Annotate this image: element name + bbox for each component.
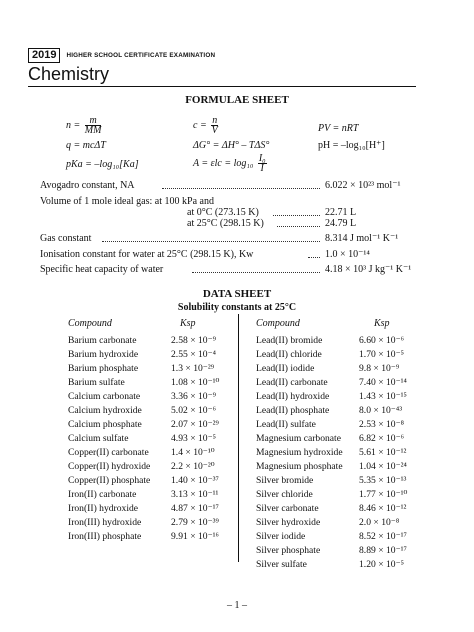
- page-number: – 1 –: [227, 600, 247, 611]
- formula-gibbs: ΔG° = ΔH° – TΔS°: [193, 140, 270, 151]
- table-row: Calcium sulfate 4.93 × 10⁻⁵: [68, 433, 216, 444]
- table-row: Silver phosphate 8.89 × 10⁻¹⁷: [256, 545, 407, 556]
- subject-title: Chemistry: [28, 64, 110, 84]
- col-ksp-left: Ksp: [180, 318, 196, 329]
- table-row: Calcium carbonate 3.36 × 10⁻⁹: [68, 391, 216, 402]
- solubility-table-right: [256, 335, 407, 573]
- header-divider: [28, 86, 416, 87]
- table-row: Calcium phosphate 2.07 × 10⁻²⁹: [68, 419, 219, 430]
- table-divider: [238, 314, 239, 562]
- table-row: Silver chloride 1.77 × 10⁻¹⁰: [256, 489, 408, 500]
- exam-year: 2019: [28, 48, 60, 63]
- exam-title: HIGHER SCHOOL CERTIFICATE EXAMINATION: [66, 52, 216, 59]
- formula-ideal-gas: PV = nRT: [318, 123, 359, 134]
- table-row: Lead(II) phosphate 8.0 × 10⁻⁴³: [256, 405, 403, 416]
- table-row: Iron(III) phosphate 9.91 × 10⁻¹⁶: [68, 531, 219, 542]
- table-row: Lead(II) carbonate 7.40 × 10⁻¹⁴: [256, 377, 407, 388]
- table-row: Barium carbonate 2.58 × 10⁻⁹: [68, 335, 216, 346]
- constant-volume-intro: Volume of 1 mole ideal gas: at 100 kPa and: [40, 196, 214, 207]
- formula-moles-mass: n = $\frac{m}{MM}$: [66, 115, 102, 136]
- table-row: Lead(II) hydroxide 1.43 × 10⁻¹⁵: [256, 391, 407, 402]
- formula-ph: pH = –log₁₀[H⁺]: [318, 140, 385, 151]
- table-row: Barium phosphate 1.3 × 10⁻²⁹: [68, 363, 215, 374]
- constant-avogadro: Avogadro constant, NA 6.022 × 10²³ mol⁻¹: [40, 180, 401, 191]
- formulae-heading: FORMULAE SHEET: [185, 94, 289, 106]
- table-row: Lead(II) bromide 6.60 × 10⁻⁶: [256, 335, 404, 346]
- col-compound-right: Compound: [256, 318, 300, 329]
- constant-heat-capacity: Specific heat capacity of water 4.18 × 10³ J kg⁻¹ K⁻¹: [40, 264, 412, 275]
- table-row: Magnesium phosphate 1.04 × 10⁻²⁴: [256, 461, 407, 472]
- table-row: Lead(II) chloride 1.70 × 10⁻⁵: [256, 349, 404, 360]
- table-row: Calcium hydroxide 5.02 × 10⁻⁶: [68, 405, 216, 416]
- table-row: Silver sulfate 1.20 × 10⁻⁵: [256, 559, 404, 570]
- data-sheet-heading: DATA SHEET: [202, 288, 272, 300]
- exam-header: [28, 48, 215, 63]
- table-row: Lead(II) iodide 9.8 × 10⁻⁹: [256, 363, 400, 374]
- table-row: Barium hydroxide 2.55 × 10⁻⁴: [68, 349, 216, 360]
- table-row: Magnesium hydroxide 5.61 × 10⁻¹²: [256, 447, 407, 458]
- formula-concentration: c = $\frac{n}{V}$: [193, 115, 218, 136]
- table-row: Silver iodide 8.52 × 10⁻¹⁷: [256, 531, 407, 542]
- table-row: Iron(II) hydroxide 4.87 × 10⁻¹⁷: [68, 503, 219, 514]
- constant-volume-0c: at 0°C (273.15 K) 22.71 L: [187, 207, 357, 218]
- table-row: Lead(II) sulfate 2.53 × 10⁻⁸: [256, 419, 404, 430]
- table-row: Silver bromide 5.35 × 10⁻¹³: [256, 475, 407, 486]
- table-row: Silver carbonate 8.46 × 10⁻¹²: [256, 503, 407, 514]
- formula-pka: pKa = –log₁₀[Ka]: [66, 159, 139, 170]
- solubility-subheading: Solubility constants at 25°C: [177, 302, 297, 313]
- formula-heat: q = mcΔT: [66, 140, 106, 151]
- table-row: Silver hydroxide 2.0 × 10⁻⁸: [256, 517, 400, 528]
- col-ksp-right: Ksp: [374, 318, 390, 329]
- col-compound-left: Compound: [68, 318, 112, 329]
- table-row: Iron(III) hydroxide 2.79 × 10⁻³⁹: [68, 517, 219, 528]
- constant-volume-25c: at 25°C (298.15 K) 24.79 L: [187, 218, 357, 229]
- table-row: Copper(II) hydroxide 2.2 × 10⁻²⁰: [68, 461, 215, 472]
- constant-gas: Gas constant 8.314 J mol⁻¹ K⁻¹: [40, 233, 399, 244]
- constant-ionisation: Ionisation constant for water at 25°C (298.15 K), Kw 1.0 × 10⁻¹⁴: [40, 249, 370, 260]
- table-row: Copper(II) phosphate 1.40 × 10⁻³⁷: [68, 475, 219, 486]
- solubility-table-left: [68, 335, 219, 545]
- formula-absorbance: A = εlc = log₁₀ $\frac{\text{I₀}}{I}$: [193, 153, 266, 174]
- table-row: Magnesium carbonate 6.82 × 10⁻⁶: [256, 433, 404, 444]
- table-row: Iron(II) carbonate 3.13 × 10⁻¹¹: [68, 489, 219, 500]
- table-row: Copper(II) carbonate 1.4 × 10⁻¹⁰: [68, 447, 215, 458]
- table-row: Barium sulfate 1.08 × 10⁻¹⁰: [68, 377, 220, 388]
